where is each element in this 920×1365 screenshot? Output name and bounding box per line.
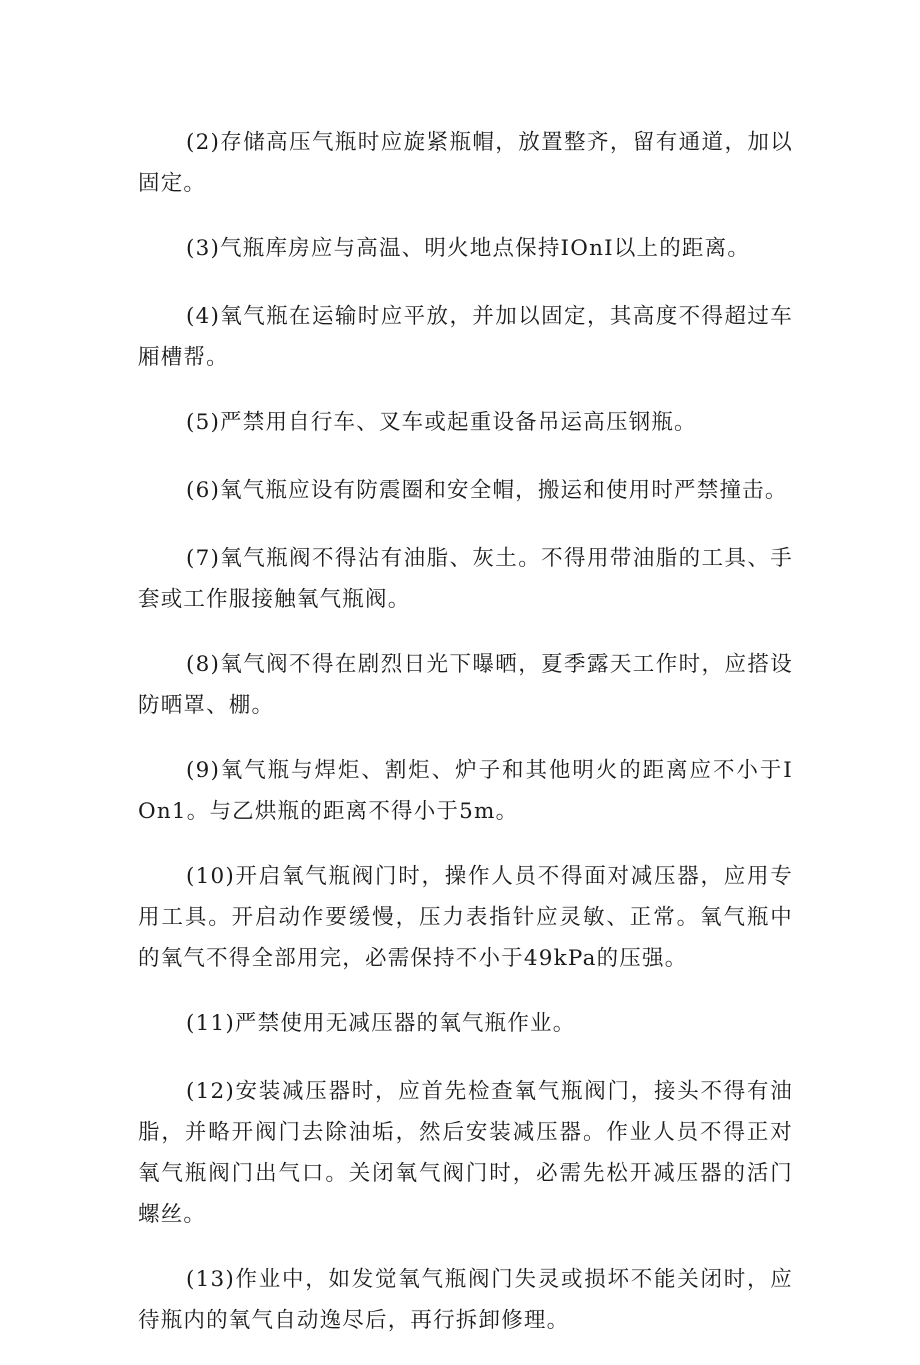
- paragraph-item-12: (12)安装减压器时，应首先检查氧气瓶阀门，接头不得有油脂，并略开阀门去除油垢，然后安装减压器。作业人员不得正对氧气瓶阀门出气口。关闭氧气阀门时，必需先松开减压器的活门螺丝。: [138, 1079, 793, 1227]
- paragraph-item-7: (7)氧气瓶阀不得沾有油脂、灰土。不得用带油脂的工具、手套或工作服接触氧气瓶阀。: [138, 546, 793, 612]
- paragraph-item-5: (5)严禁用自行车、叉车或起重设备吊运高压钢瓶。: [186, 410, 697, 435]
- paragraph-item-9: (9)氧气瓶与焊炬、割炬、炉子和其他明火的距离应不小于IOn1。与乙烘瓶的距离不得小于5m。: [138, 758, 793, 824]
- paragraph-item-10: (10)开启氧气瓶阀门时，操作人员不得面对减压器，应用专用工具。开启动作要缓慢，压力表指针应灵敏、正常。氧气瓶中的氧气不得全部用完，必需保持不小于49kPa的压强。: [138, 864, 793, 971]
- paragraph-item-2: (2)存储高压气瓶时应旋紧瓶帽，放置整齐，留有通道，加以固定。: [138, 130, 793, 196]
- paragraph-item-3: (3)气瓶库房应与高温、明火地点保持IOnI以上的距离。: [186, 236, 751, 261]
- paragraph-item-13: (13)作业中，如发觉氧气瓶阀门失灵或损坏不能关闭时，应待瓶内的氧气自动逸尽后，再行拆卸修理。: [138, 1267, 793, 1333]
- paragraph-item-11: (11)严禁使用无减压器的氧气瓶作业。: [186, 1011, 576, 1036]
- paragraph-item-8: (8)氧气阀不得在剧烈日光下曝晒，夏季露天工作时，应搭设防晒罩、棚。: [138, 652, 793, 718]
- paragraph-item-6: (6)氧气瓶应设有防震圈和安全帽，搬运和使用时严禁撞击。: [186, 478, 788, 503]
- paragraph-item-4: (4)氧气瓶在运输时应平放，并加以固定，其高度不得超过车厢槽帮。: [138, 304, 793, 370]
- document-body: [138, 122, 793, 1365]
